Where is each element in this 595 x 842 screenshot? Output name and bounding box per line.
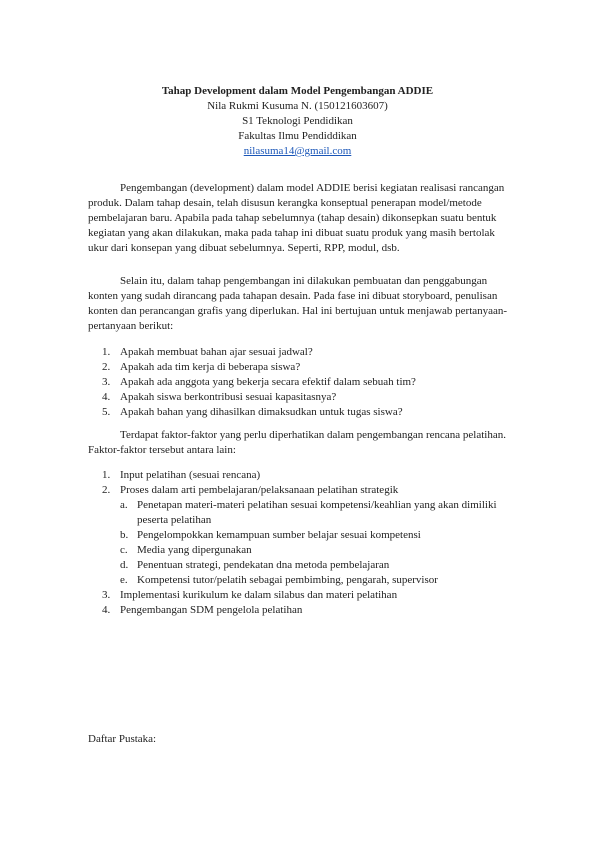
list-item: 1. Input pelatihan (sesuai rencana) — [102, 469, 261, 481]
list-item: 1. Apakah membuat bahan ajar sesuai jadwal? — [102, 346, 313, 358]
list-item: d. Penentuan strategi, pendekatan dna metoda pembelajaran — [120, 559, 390, 571]
email-link[interactable]: nilasuma14@gmail.com — [243, 145, 352, 157]
document-header — [0, 84, 595, 159]
paragraph-development: Selain itu, dalam tahap pengembangan ini dilakukan pembuatan dan penggabungan konten yang sudah dirancang pada tahapan desain. Pada fase ini dibuat storyboard, penulisan konten dan perancangan grafis yang diperlukan. Hal ini bertujuan untuk menjawab pertanyaan-pertanyaan berikut: — [88, 275, 508, 332]
document-title: Tahap Development dalam Model Pengembangan ADDIE — [161, 85, 434, 97]
factors-list — [88, 468, 508, 618]
list-item: 3. Apakah ada anggota yang bekerja secara efektif dalam sebuah tim? — [102, 376, 416, 388]
study-program: S1 Teknologi Pendidikan — [242, 115, 353, 127]
subfactors-list — [120, 498, 508, 588]
faculty-name: Fakultas Ilmu Pendiddikan — [238, 130, 357, 142]
paragraph-intro: Pengembangan (development) dalam model ADDIE berisi kegiatan realisasi rancangan produk. Dalam tahap desain, telah disusun kerangka konseptual penerapan model/metode pembelajaran baru. Apabila pada tahap sebelumnya (tahap desain) dikonsepkan suatu bentuk kegiatan yang akan dilakukan, maka pada tahap ini dibuat suatu produk yang masih bertolak ukur dari konsepan yang dibuat sebelumnya. Seperti, RPP, modul, dsb. — [88, 182, 505, 254]
list-item: c. Media yang dipergunakan — [120, 544, 252, 556]
list-item: a. Penetapan materi-materi pelatihan sesuai kompetensi/keahlian yang akan dimiliki peserta pelatihan — [120, 499, 497, 526]
author-name: Nila Rukmi Kusuma N. (150121603607) — [207, 100, 388, 112]
list-item: b. Pengelompokkan kemampuan sumber belajar sesuai kompetensi — [120, 529, 421, 541]
list-item: 3. Implementasi kurikulum ke dalam silabus dan materi pelatihan — [102, 589, 398, 601]
list-item: e. Kompetensi tutor/pelatih sebagai pembimbing, pengarah, supervisor — [120, 574, 438, 586]
list-item: 4. Pengembangan SDM pengelola pelatihan — [102, 604, 303, 616]
paragraph-factors: Terdapat faktor-faktor yang perlu diperhatikan dalam pengembangan rencana pelatihan. Faktor-faktor tersebut antara lain: — [88, 429, 506, 456]
list-item: 5. Apakah bahan yang dihasilkan dimaksudkan untuk tugas siswa? — [102, 406, 403, 418]
references-heading: Daftar Pustaka: — [88, 733, 157, 745]
list-item: 2. Apakah ada tim kerja di beberapa siswa? — [102, 361, 301, 373]
list-item: 2. Proses dalam arti pembelajaran/pelaksanaan pelatihan strategik a. Penetapan materi-materi pelatihan sesuai kompetensi/keahlian yang akan dimiliki peserta pelatihan b. Pengelompokkan kemampuan sumber belajar sesuai kompetensi c. Media yang dipergunakan d. Penentuan strategi, pendekatan dna metoda pembelajaran e. Kompetensi tutor/pelatih sebagai pembimbing, pengarah, supervisor — [88, 483, 508, 588]
questions-list — [88, 345, 508, 420]
list-item: 4. Apakah siswa berkontribusi sesuai kapasitasnya? — [102, 391, 337, 403]
